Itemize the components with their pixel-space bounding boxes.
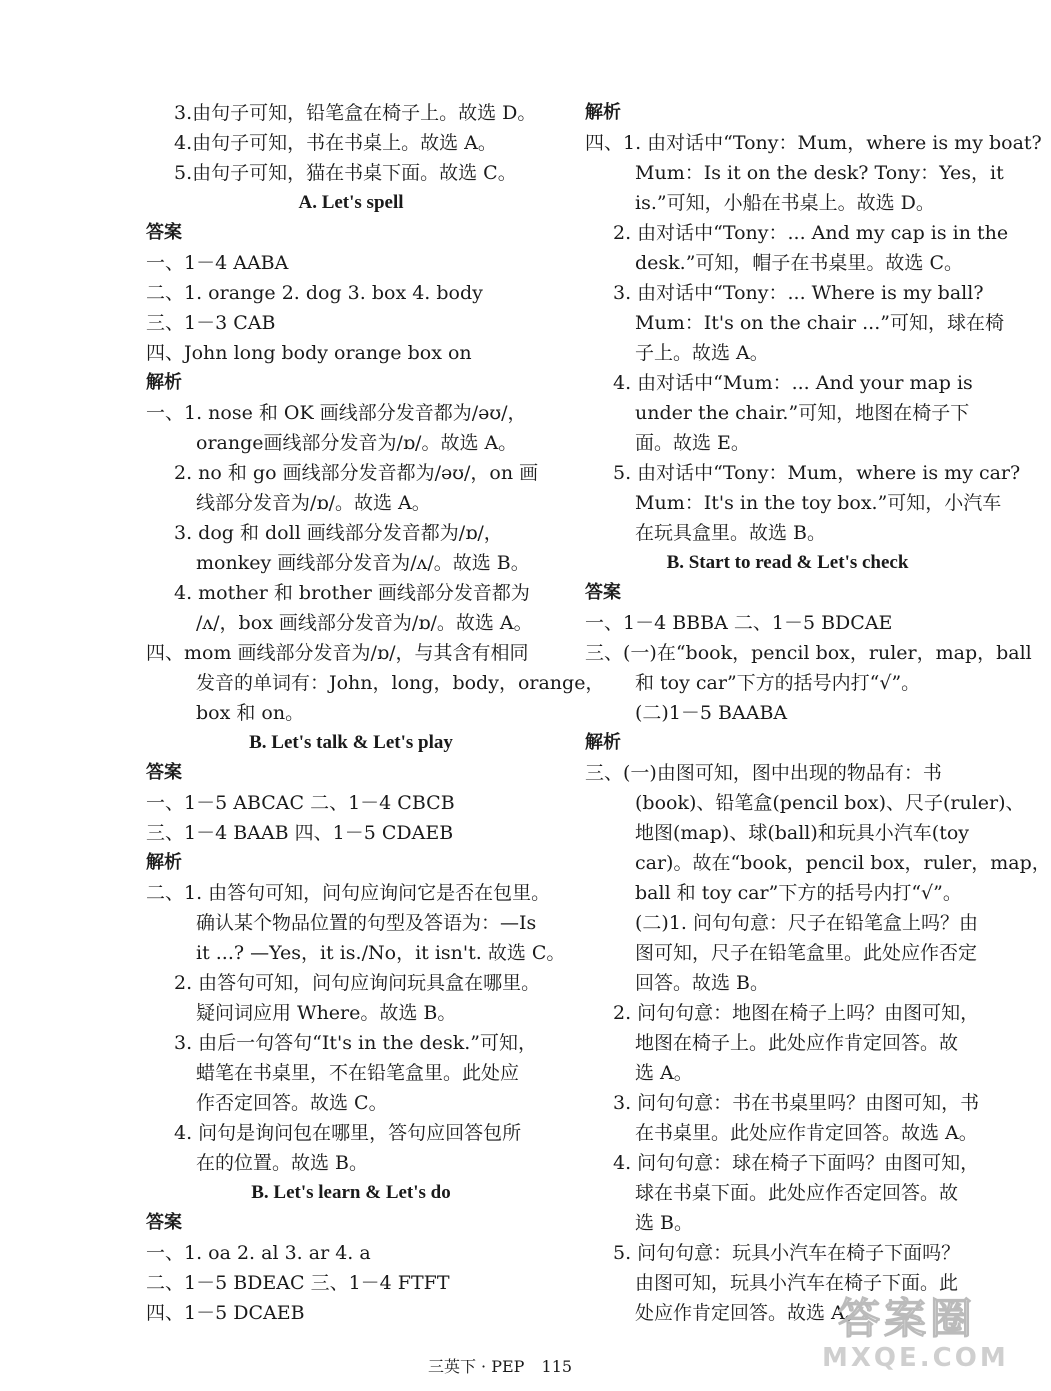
text-line: 地图在椅子上。此处应作肯定回答。故: [635, 1032, 959, 1054]
text-line: 二、1. orange 2. dog 3. box 4. body: [146, 282, 483, 304]
text-line: (二)1－5 BAABA: [635, 702, 788, 724]
text-line: 四、1. 由对话中“Tony：Mum，where is my boat?: [585, 132, 1042, 154]
text-line: 5. 由对话中“Tony：Mum，where is my car?: [613, 462, 1021, 484]
subsection-label: 答案: [146, 762, 182, 783]
text-line: 球在书桌下面。此处应作否定回答。故: [635, 1182, 959, 1204]
text-line: desk.”可知，帽子在书桌里。故选 C。: [635, 252, 964, 274]
text-line: 5.由句子可知，猫在书桌下面。故选 C。: [174, 162, 517, 184]
text-line: 三、1－4 BAAB 四、1－5 CDAEB: [146, 822, 454, 844]
text-line: 4. 由对话中“Mum：... And your map is: [613, 372, 973, 394]
text-line: car)。故在“book，pencil box，ruler，map，: [635, 852, 1051, 874]
text-line: 四、1－5 DCAEB: [146, 1302, 305, 1324]
text-line: 3. dog 和 doll 画线部分发音都为/ɒ/，: [174, 522, 503, 544]
text-line: 3. 由对话中“Tony：... Where is my ball?: [613, 282, 984, 304]
subsection-label: 解析: [146, 852, 182, 873]
text-line: 3. 由后一句答句“It's in the desk.”可知，: [174, 1032, 537, 1054]
text-line: /ʌ/，box 画线部分发音为/ɒ/。故选 A。: [196, 612, 533, 634]
text-line: 线部分发音为/ɒ/。故选 A。: [196, 492, 431, 514]
right-column: [585, 98, 1051, 1328]
text-line: 疑问词应用 Where。故选 B。: [196, 1002, 457, 1024]
text-line: 3.由句子可知，铅笔盒在椅子上。故选 D。: [174, 102, 537, 124]
text-line: 4. mother 和 brother 画线部分发音都为: [174, 582, 530, 604]
text-line: 一、1－5 ABCAC 二、1－4 CBCB: [146, 792, 455, 814]
text-line: 三、(一)在“book，pencil box，ruler，map，ball: [585, 642, 1032, 664]
text-line: 二、1. 由答句可知，问句应询问它是否在包里。: [146, 882, 551, 904]
text-line: orange画线部分发音为/ɒ/。故选 A。: [196, 432, 518, 454]
text-line: 和 toy car”下方的括号内打“√”。: [635, 672, 921, 694]
subsection-label: 解析: [585, 732, 621, 753]
text-line: 一、1－4 AABA: [146, 252, 289, 274]
text-line: 三、1－3 CAB: [146, 312, 276, 334]
text-line: 确认某个物品位置的句型及答语为：—Is: [196, 912, 537, 934]
section-heading: B. Start to read & Let's check: [666, 552, 909, 573]
subsection-label: 解析: [585, 102, 621, 123]
text-line: 2. 由对话中“Tony：... And my cap is in the: [613, 222, 1009, 244]
watermark-logo: [822, 1294, 1009, 1385]
subsection-label: 解析: [146, 372, 182, 393]
text-line: 一、1. nose 和 OK 画线部分发音都为/əʊ/，: [146, 402, 527, 424]
text-line: 选 A。: [635, 1062, 693, 1084]
text-line: 三、(一)由图可知，图中出现的物品有：书: [585, 762, 942, 784]
subsection-label: 答案: [146, 222, 182, 243]
text-line: Mum：Is it on the desk? Tony：Yes，it: [635, 162, 1004, 184]
text-line: 四、mom 画线部分发音为/ɒ/，与其含有相同: [146, 642, 529, 664]
text-line: 3. 问句句意：书在书桌里吗？由图可知，书: [613, 1092, 980, 1114]
text-line: 面。故选 E。: [635, 432, 750, 454]
text-line: 图可知，尺子在铅笔盒里。此处应作否定: [635, 942, 978, 964]
subsection-label: 答案: [146, 1212, 182, 1233]
text-line: 2. no 和 go 画线部分发音都为/əʊ/，on 画: [174, 462, 539, 484]
watermark-bottom-text: MXQE.COM: [822, 1343, 1009, 1373]
text-line: 蜡笔在书桌里，不在铅笔盒里。此处应: [196, 1062, 520, 1084]
text-line: 发音的单词有：John，long，body，orange，: [196, 672, 605, 694]
text-line: 选 B。: [635, 1212, 694, 1234]
section-heading: B. Let's learn & Let's do: [251, 1182, 451, 1203]
text-line: Mum：It's in the toy box.”可知，小汽车: [635, 492, 1002, 514]
text-line: 四、John long body orange box on: [146, 342, 472, 364]
text-line: 子上。故选 A。: [635, 342, 769, 364]
text-line: (二)1. 问句句意：尺子在铅笔盒上吗？由: [635, 912, 978, 934]
section-heading: B. Let's talk & Let's play: [249, 732, 453, 753]
text-line: it ...? —Yes，it is./No，it isn't. 故选 C。: [196, 942, 566, 964]
text-line: 4. 问句是询问包在哪里，答句应回答包所: [174, 1122, 522, 1144]
text-line: under the chair.”可知，地图在椅子下: [635, 402, 970, 424]
text-line: 在玩具盒里。故选 B。: [635, 522, 827, 544]
text-line: is.”可知，小船在书桌上。故选 D。: [635, 192, 935, 214]
text-line: 处应作肯定回答。故选 A。: [635, 1302, 864, 1324]
text-line: 在书桌里。此处应作肯定回答。故选 A。: [635, 1122, 978, 1144]
text-line: 4. 问句句意：球在椅子下面吗？由图可知，: [613, 1152, 980, 1174]
text-line: ball 和 toy car”下方的括号内打“√”。: [635, 882, 962, 904]
text-line: monkey 画线部分发音为/ʌ/。故选 B。: [196, 552, 530, 574]
section-heading: A. Let's spell: [298, 192, 404, 213]
text-line: 在的位置。故选 B。: [196, 1152, 369, 1174]
text-line: 地图(map)、球(ball)和玩具小汽车(toy: [635, 822, 970, 844]
text-line: 一、1. oa 2. al 3. ar 4. a: [146, 1242, 371, 1264]
text-line: 作否定回答。故选 C。: [196, 1092, 388, 1114]
left-column: [146, 98, 605, 1328]
text-line: 二、1－5 BDEAC 三、1－4 FTFT: [146, 1272, 450, 1294]
text-line: 回答。故选 B。: [635, 972, 770, 994]
footer-book-label: 三英下 · PEP: [427, 1357, 525, 1376]
text-line: 一、1－4 BBBA 二、1－5 BDCAE: [585, 612, 893, 634]
subsection-label: 答案: [585, 582, 621, 603]
watermark-top-text: 答案圈: [837, 1294, 976, 1343]
text-line: 由图可知，玩具小汽车在椅子下面。此: [635, 1272, 959, 1294]
text-line: 2. 由答句可知，问句应询问玩具盒在哪里。: [174, 972, 541, 994]
text-line: (book)、铅笔盒(pencil box)、尺子(ruler)、: [635, 792, 1025, 814]
page-number: 115: [541, 1357, 573, 1376]
text-line: 5. 问句句意：玩具小汽车在椅子下面吗？: [613, 1242, 961, 1264]
text-line: 2. 问句句意：地图在椅子上吗？由图可知，: [613, 1002, 980, 1024]
text-line: box 和 on。: [196, 702, 305, 724]
text-line: 4.由句子可知，书在书桌上。故选 A。: [174, 132, 497, 154]
text-line: Mum：It's on the chair ...”可知，球在椅: [635, 312, 1004, 334]
